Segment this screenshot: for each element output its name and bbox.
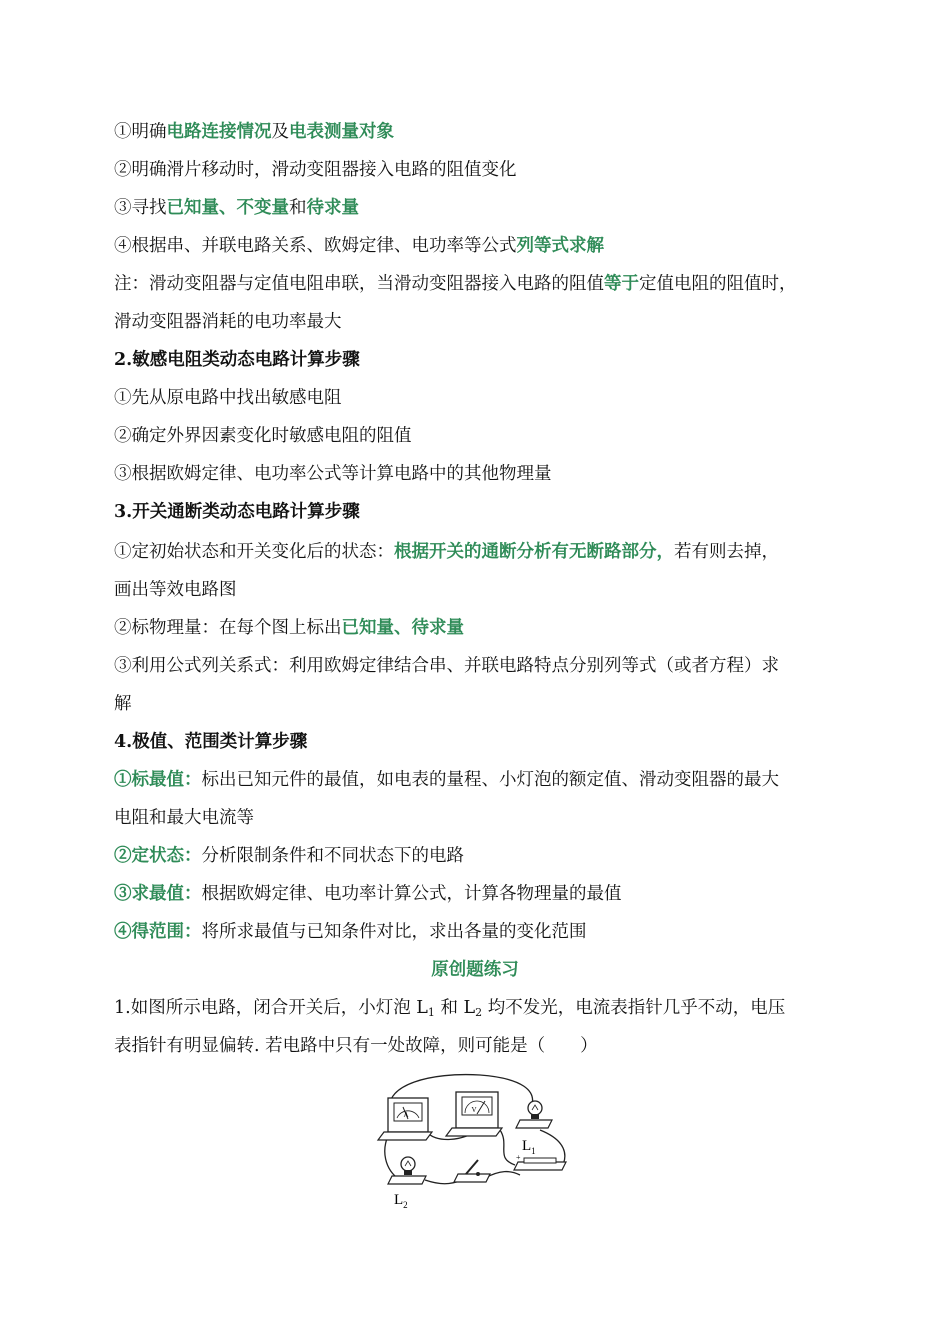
label-l1: $L_1$ bbox=[522, 1138, 536, 1156]
practice-title: 原创题练习 bbox=[431, 960, 519, 980]
section4-step-4: ④得范围：将所求最值与已知条件对比，求出各量的变化范围 bbox=[114, 922, 587, 942]
switch bbox=[454, 1160, 490, 1182]
battery bbox=[514, 1153, 566, 1170]
circuit-diagram bbox=[370, 1070, 585, 1218]
circuit-figure bbox=[370, 1070, 585, 1218]
section4-step-1-cont: 电阻和最大电流等 bbox=[114, 808, 254, 828]
section4-step-1: ①标最值：标出已知元件的最值，如电表的量程、小灯泡的额定值、滑动变阻器的最大 bbox=[114, 770, 779, 790]
question-1-line-1: 1.如图所示电路，闭合开关后，小灯泡 $L_1$ 和 $L_2$ 均不发光，电流表指针几乎不动，电压 bbox=[114, 998, 786, 1019]
section3-step-2: ②标物理量：在每个图上标出已知量、待求量 bbox=[114, 618, 464, 638]
bulb-l2 bbox=[388, 1157, 426, 1184]
section-heading-3: 3.开关通断类动态电路计算步骤 bbox=[114, 502, 360, 522]
note-line-2: 滑动变阻器消耗的电功率最大 bbox=[114, 312, 342, 332]
section4-step-2: ②定状态：分析限制条件和不同状态下的电路 bbox=[114, 846, 464, 866]
svg-text:A: A bbox=[403, 1111, 409, 1119]
voltmeter bbox=[446, 1092, 502, 1136]
section2-step-3: ③根据欧姆定律、电功率公式等计算电路中的其他物理量 bbox=[114, 464, 552, 484]
question-1-line-2: 表指针有明显偏转. 若电路中只有一处故障，则可能是（ ） bbox=[114, 1036, 598, 1056]
label-l2: $L_2$ bbox=[394, 1192, 408, 1210]
section3-step-3: ③利用公式列关系式：利用欧姆定律结合串、并联电路特点分别列等式（或者方程）求 bbox=[114, 656, 779, 676]
section2-step-2: ②确定外界因素变化时敏感电阻的阻值 bbox=[114, 426, 412, 446]
section3-step-1-cont: 画出等效电路图 bbox=[114, 580, 237, 600]
bulb-l1 bbox=[516, 1101, 552, 1128]
svg-text:V: V bbox=[471, 1106, 477, 1114]
step-line-3: ③寻找已知量、不变量和待求量 bbox=[114, 198, 359, 218]
step-line-4: ④根据串、并联电路关系、欧姆定律、电功率等公式列等式求解 bbox=[114, 236, 604, 256]
section2-step-1: ①先从原电路中找出敏感电阻 bbox=[114, 388, 342, 408]
step-line-1: ①明确电路连接情况及电表测量对象 bbox=[114, 122, 394, 142]
section3-step-3-cont: 解 bbox=[114, 694, 132, 714]
ammeter bbox=[378, 1098, 432, 1140]
note-line-1: 注：滑动变阻器与定值电阻串联，当滑动变阻器接入电路的阻值等于定值电阻的阻值时， bbox=[114, 274, 797, 294]
section-heading-2: 2.敏感电阻类动态电路计算步骤 bbox=[114, 350, 360, 370]
section4-step-3: ③求最值：根据欧姆定律、电功率计算公式，计算各物理量的最值 bbox=[114, 884, 622, 904]
section-heading-4: 4.极值、范围类计算步骤 bbox=[114, 732, 308, 752]
svg-text:+: + bbox=[516, 1153, 521, 1162]
wire-center bbox=[500, 1130, 515, 1165]
step-line-2: ②明确滑片移动时，滑动变阻器接入电路的阻值变化 bbox=[114, 160, 517, 180]
section3-step-1: ①定初始状态和开关变化后的状态：根据开关的通断分析有无断路部分，若有则去掉， bbox=[114, 542, 779, 562]
